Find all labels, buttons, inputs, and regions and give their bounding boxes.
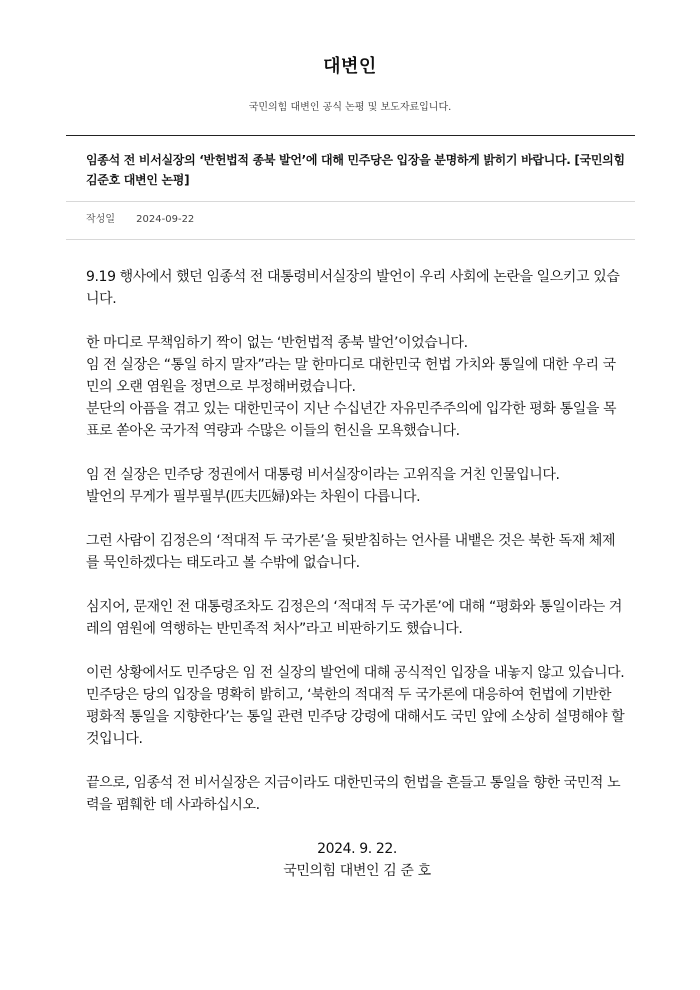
paragraph-line: 이런 상황에서도 민주당은 임 전 실장의 발언에 대해 공식적인 입장을 내놓지 않고 있습니다.: [86, 665, 625, 681]
paragraph: [86, 332, 628, 442]
article-meta: [86, 210, 194, 225]
page-header: [0, 0, 700, 113]
article-date: 2024-09-22: [136, 214, 195, 225]
header-divider: [66, 135, 635, 136]
title-divider: [66, 201, 635, 202]
signature-name: 국민의힘 대변인 김 준 호: [283, 863, 431, 879]
paragraph: [86, 530, 628, 574]
paragraph: [86, 596, 628, 640]
paragraph-line: 발언의 무게가 필부필부(匹夫匹婦)와는 차원이 다릅니다.: [86, 489, 421, 505]
article-body: [86, 266, 628, 882]
paragraph-line: 9.19 행사에서 했던 임종석 전 대통령비서실장의 발언이 우리 사회에 논란을 일으키고 있습니다.: [86, 269, 620, 307]
paragraph: [86, 662, 628, 750]
paragraph-line: 끝으로, 임종석 전 비서실장은 지금이라도 대한민국의 헌법을 흔들고 통일을 향한 국민적 노력을 폄훼한 데 사과하십시오.: [86, 775, 621, 813]
paragraph-line: 심지어, 문재인 전 대통령조차도 김정은의 ‘적대적 두 국가론’에 대해 “평화와 통일이라는 겨레의 염원에 역행하는 반민족적 처사”라고 비판하기도 했습니다.: [86, 599, 623, 637]
paragraph-line: 임 전 실장은 “통일 하지 말자”라는 말 한마디로 대한민국 헌법 가치와 통일에 대한 우리 국민의 오랜 염원을 정면으로 부정해버렸습니다.: [86, 357, 616, 395]
site-title: 대변인: [323, 56, 377, 77]
signature-block: [86, 838, 628, 882]
paragraph: [86, 266, 628, 310]
paragraph-line: 한 마디로 무책임하기 짝이 없는 ‘반헌법적 종북 발언’이었습니다.: [86, 335, 468, 351]
paragraph-line: 분단의 아픔을 겪고 있는 대한민국이 지난 수십년간 자유민주주의에 입각한 평화 통일을 목표로 쏟아온 국가적 역량과 수많은 이들의 헌신을 모욕했습니다.: [86, 401, 617, 439]
article-title: 임종석 전 비서실장의 ‘반헌법적 종북 발언’에 대해 민주당은 입장을 분명하게 밝히기 바랍니다. [국민의힘 김준호 대변인 논평]: [86, 153, 625, 187]
paragraph: [86, 464, 628, 508]
signature-date: 2024. 9. 22.: [317, 841, 397, 857]
date-label: 작성일: [86, 214, 115, 225]
paragraph-line: 임 전 실장은 민주당 정권에서 대통령 비서실장이라는 고위직을 거친 인물입니다.: [86, 467, 560, 483]
meta-divider: [66, 239, 635, 240]
paragraph-line: 민주당은 당의 입장을 명확히 밝히고, ‘북한의 적대적 두 국가론에 대응하여 헌법에 기반한 평화적 통일을 지향한다’는 통일 관련 민주당 강령에 대해서도 국민 앞에 소상히 설명해야 할 것입니다.: [86, 687, 625, 747]
paragraph: [86, 772, 628, 816]
paragraph-line: 그런 사람이 김정은의 ‘적대적 두 국가론’을 뒷받침하는 언사를 내뱉은 것은 북한 독재 체제를 묵인하겠다는 태도라고 볼 수밖에 없습니다.: [86, 533, 616, 571]
site-subtitle: 국민의힘 대변인 공식 논평 및 보도자료입니다.: [248, 102, 452, 113]
